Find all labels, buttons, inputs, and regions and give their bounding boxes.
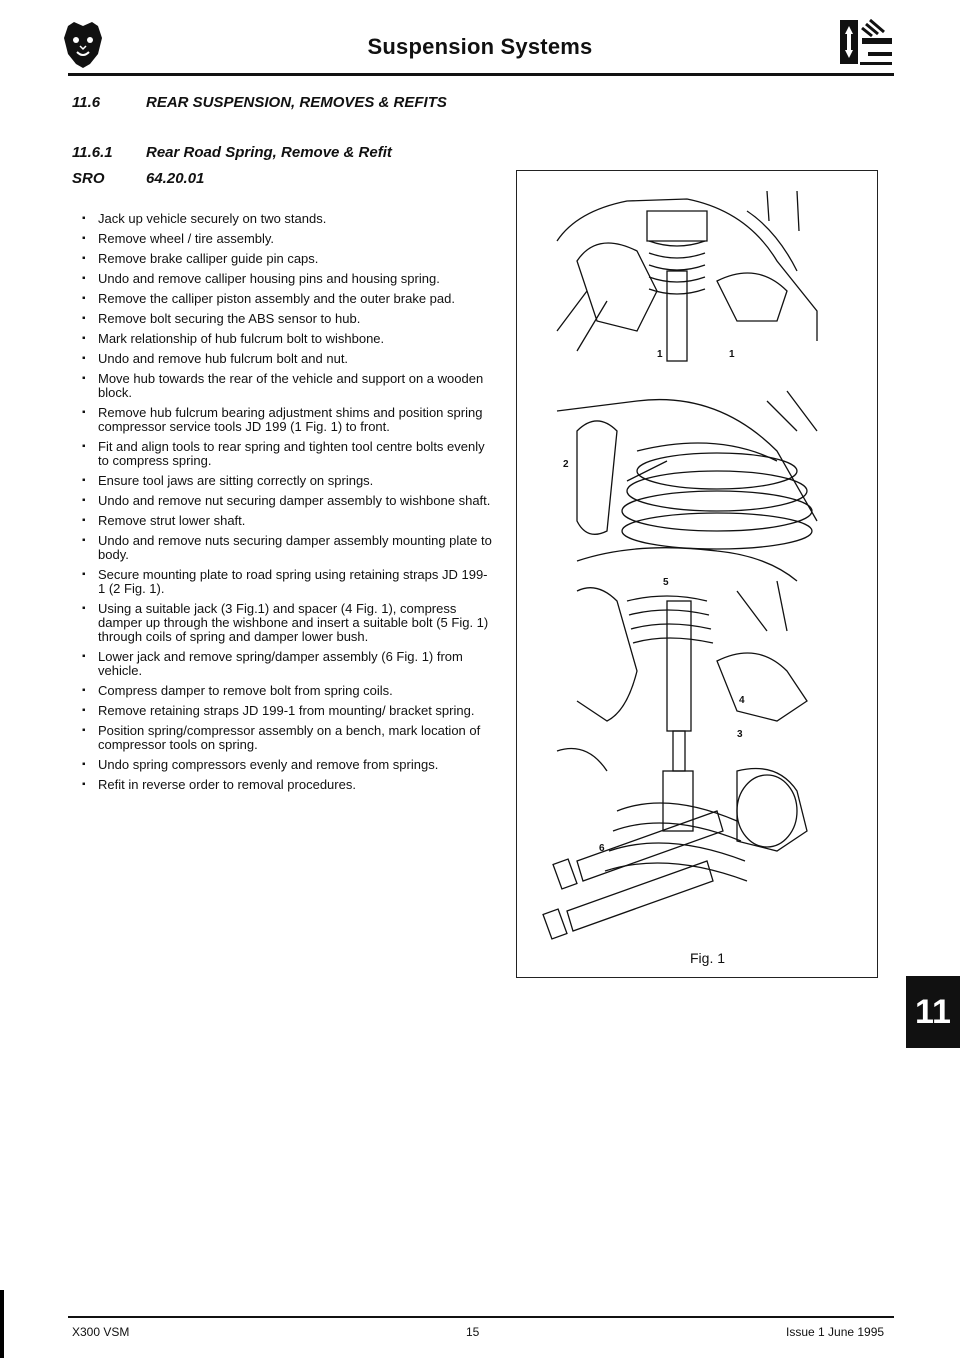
subsection-heading: [72, 144, 392, 161]
procedure-step: ▪ Remove hub fulcrum bearing adjustment shims and position spring compressor service tools JD 199 (1 Fig. 1) to front.: [80, 406, 492, 434]
procedure-step: ▪ Undo and remove hub fulcrum bolt and nut.: [80, 352, 492, 366]
section-number: 11.6: [72, 94, 101, 111]
binding-edge-mark: [0, 1290, 4, 1358]
panel-spring-on-vehicle: [557, 191, 817, 361]
procedure-step: ▪ Position spring/compressor assembly on a bench, mark location of compressor tools on spring.: [80, 724, 492, 752]
procedure-step: ▪ Remove brake calliper guide pin caps.: [80, 252, 492, 266]
procedure-step: ▪ Mark relationship of hub fulcrum bolt to wishbone.: [80, 332, 492, 346]
procedure-step: ▪ Refit in reverse order to removal procedures.: [80, 778, 492, 792]
sro-label: SRO: [72, 170, 105, 187]
callout-4: 4: [739, 695, 745, 706]
subsection-number: 11.6.1: [72, 144, 113, 161]
panel-removed-assembly: [543, 769, 807, 939]
callout-1a: 1: [657, 349, 663, 360]
procedure-step: ▪ Ensure tool jaws are sitting correctly on springs.: [80, 474, 492, 488]
procedure-step: ▪ Undo and remove calliper housing pins and housing spring.: [80, 272, 492, 286]
panel-retaining-straps: [557, 391, 817, 581]
section-title: REAR SUSPENSION, REMOVES & REFITS: [146, 94, 447, 111]
callout-1b: 1: [729, 349, 735, 360]
procedure-step: ▪ Remove wheel / tire assembly.: [80, 232, 492, 246]
footer-issue: Issue 1 June 1995: [786, 1325, 885, 1339]
procedure-step: ▪ Using a suitable jack (3 Fig.1) and spacer (4 Fig. 1), compress damper up through the wishbone and insert a suitable bolt (5 Fig. 1) through coils of spring and damper lower bush.: [80, 602, 492, 644]
suspension-illustration: [517, 171, 877, 977]
procedure-step: ▪ Remove the calliper piston assembly and the outer brake pad.: [80, 292, 492, 306]
section-heading: [72, 94, 447, 111]
subsection-title: Rear Road Spring, Remove & Refit: [146, 144, 392, 161]
procedure-steps: [80, 212, 492, 798]
section-tab-marker: 11: [906, 976, 960, 1048]
procedure-step: ▪ Remove retaining straps JD 199-1 from mounting/ bracket spring.: [80, 704, 492, 718]
page-title: Suspension Systems: [367, 34, 593, 59]
callout-2: 2: [563, 459, 569, 470]
procedure-step: ▪ Compress damper to remove bolt from spring coils.: [80, 684, 492, 698]
footer-manual-id: X300 VSM: [72, 1325, 130, 1339]
sro-line: [72, 170, 204, 187]
footer-rule: [68, 1316, 894, 1318]
callout-6: 6: [599, 843, 605, 854]
procedure-step: ▪ Remove strut lower shaft.: [80, 514, 492, 528]
page-number: 15: [466, 1325, 480, 1339]
procedure-step: ▪ Jack up vehicle securely on two stands.: [80, 212, 492, 226]
procedure-step: ▪ Undo and remove nuts securing damper assembly mounting plate to body.: [80, 534, 492, 562]
procedure-step: ▪ Remove bolt securing the ABS sensor to hub.: [80, 312, 492, 326]
procedure-step: ▪ Secure mounting plate to road spring using retaining straps JD 199-1 (2 Fig. 1).: [80, 568, 492, 596]
procedure-step: ▪ Undo and remove nut securing damper assembly to wishbone shaft.: [80, 494, 492, 508]
procedure-step: ▪ Fit and align tools to rear spring and tighten tool centre bolts evenly to compress spring.: [80, 440, 492, 468]
procedure-step: ▪ Undo spring compressors evenly and remove from springs.: [80, 758, 492, 772]
procedure-step: ▪ Lower jack and remove spring/damper assembly (6 Fig. 1) from vehicle.: [80, 650, 492, 678]
procedure-step: ▪ Move hub towards the rear of the vehicle and support on a wooden block.: [80, 372, 492, 400]
panel-jack-spacer: [557, 581, 807, 831]
figure-frame: [516, 170, 878, 978]
callout-5: 5: [663, 577, 669, 588]
callout-3: 3: [737, 729, 743, 740]
header-rule: [68, 73, 894, 76]
figure-caption: Fig. 1: [690, 950, 726, 966]
suspension-section-icon: [838, 16, 894, 70]
sro-code: 64.20.01: [146, 170, 205, 187]
